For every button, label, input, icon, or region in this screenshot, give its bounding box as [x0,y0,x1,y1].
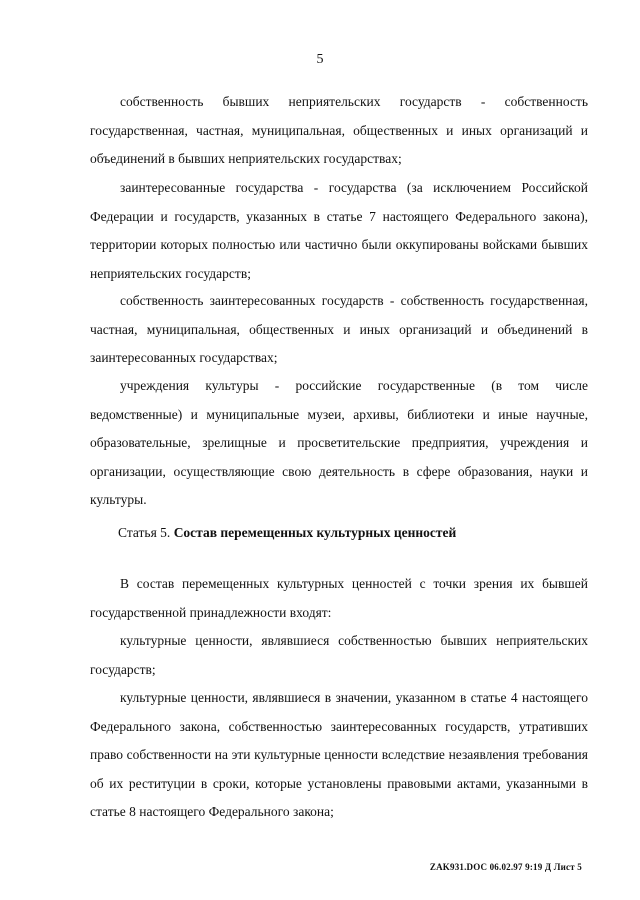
paragraph-composition-intro: В состав перемещенных культурных ценностей с точки зрения их бывшей государственной принадлежности входят: [90,576,588,620]
page-number: 5 [316,52,324,67]
paragraph-enemy-cultural-values: культурные ценности, являвшиеся собственностью бывших неприятельских государств; [90,633,588,677]
document-footer: ZAK931.DOC 06.02.97 9:19 Д Лист 5 [429,862,582,872]
article-number: Статья 5. [118,525,171,540]
article-heading [118,519,456,547]
paragraph-interested-states-property: собственность заинтересованных государств - собственность государственная, частная, муниципальная, общественных и иных организаций и объединений в заинтересованных государствах; [90,293,588,365]
paragraph-cultural-institutions: учреждения культуры - российские государственные (в том числе ведомственные) и муниципальные музеи, архивы, библиотеки и иные научные, образовательные, зрелищные и просветительские предприятия, учреждения и организации, осуществляющие свою деятельность в сфере образования, науки и культуры. [90,378,588,507]
paragraph-interested-cultural-values: культурные ценности, являвшиеся в значении, указанном в статье 4 настоящего Федерального закона, собственностью заинтересованных государств, утративших право собственности на эти культурные ценности вследствие незаявления требования об их реституции в сроки, которые установлены правовыми актами, указанными в статье 8 настоящего Федерального закона; [90,690,588,819]
paragraph-enemy-states-property: собственность бывших неприятельских государств - собственность государственная, частная, муниципальная, общественных и иных организаций и объединений в бывших неприятельских государствах; [90,94,588,166]
article-title: Состав перемещенных культурных ценностей [173,525,457,540]
paragraph-interested-states: заинтересованные государства - государства (за исключением Российской Федерации и государств, указанных в статье 7 настоящего Федерального закона), территории которых полностью или частично были оккупированы войсками бывших неприятельских государств; [90,180,588,281]
